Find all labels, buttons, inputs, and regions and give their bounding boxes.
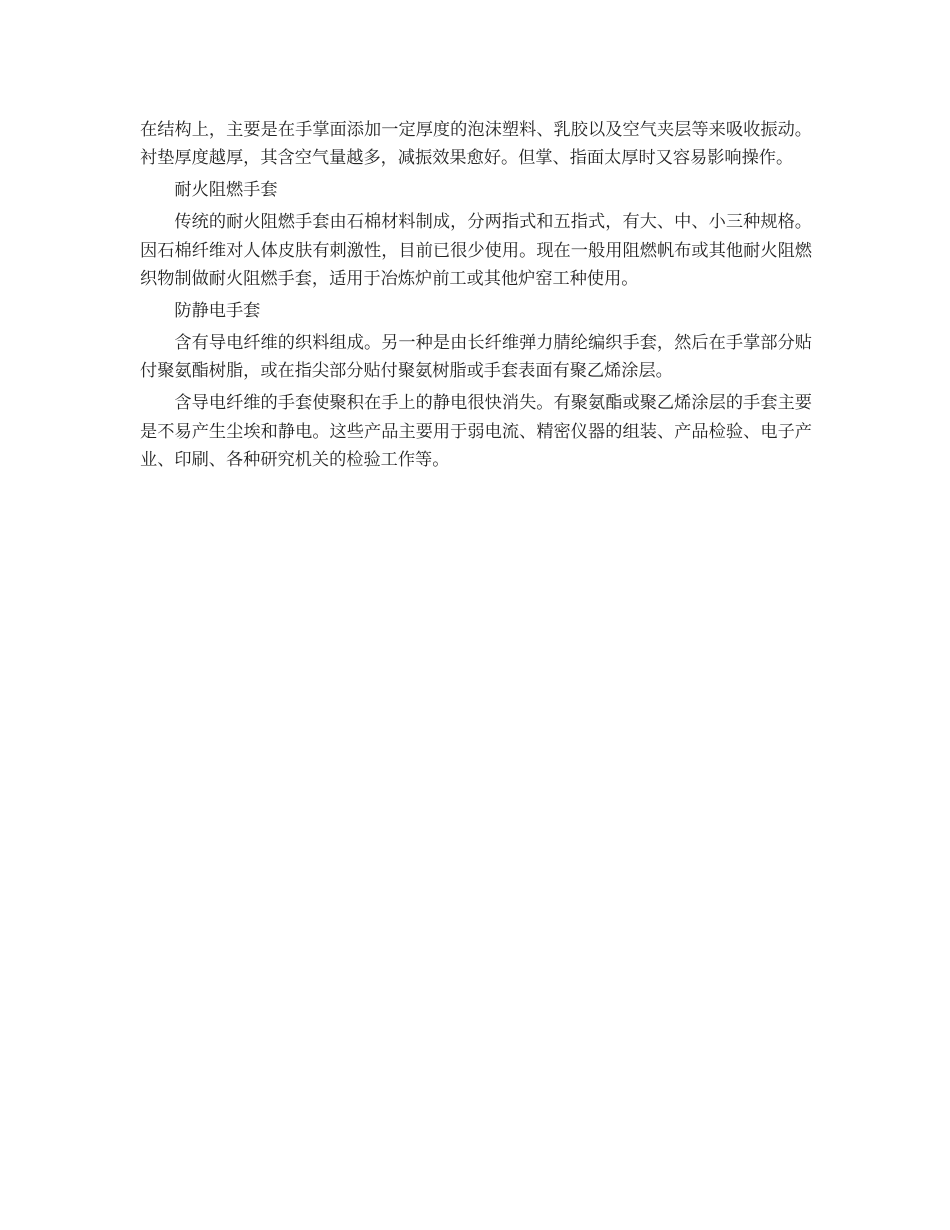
paragraph-fire-retardant-gloves: 传统的耐火阻燃手套由石棉材料制成，分两指式和五指式，有大、中、小三种规格。因石棉纤维对人体皮肤有刺激性，目前已很少使用。现在一般用阻燃帆布或其他耐火阻燃织物制做耐火阻燃手套，适用于冶炼炉前工或其他炉窑工种使用。 [140, 212, 812, 290]
heading-antistatic-gloves: 防静电手套 [174, 300, 261, 321]
paragraph-antistatic-usage: 含导电纤维的手套使聚积在手上的静电很快消失。有聚氨酯或聚乙烯涂层的手套主要是不易产生尘埃和静电。这些产品主要用于弱电流、精密仪器的组装、产品检验、电子产业、印刷、各种研究机关的检验工作等。 [140, 393, 812, 470]
paragraph-antistatic-composition: 含有导电纤维的织料组成。另一种是由长纤维弹力腈纶编织手套，然后在手掌部分贴付聚氨酯树脂，或在指尖部分贴付聚氨树脂或手套表面有聚乙烯涂层。 [140, 332, 812, 382]
paragraph-vibration-structure: 在结构上，主要是在手掌面添加一定厚度的泡沫塑料、乳胶以及空气夹层等来吸收振动。衬垫厚度越厚，其含空气量越多，减振效果愈好。但掌、指面太厚时又容易影响操作。 [140, 120, 812, 169]
heading-fire-retardant-gloves: 耐火阻燃手套 [174, 180, 278, 201]
document-body [140, 116, 812, 478]
